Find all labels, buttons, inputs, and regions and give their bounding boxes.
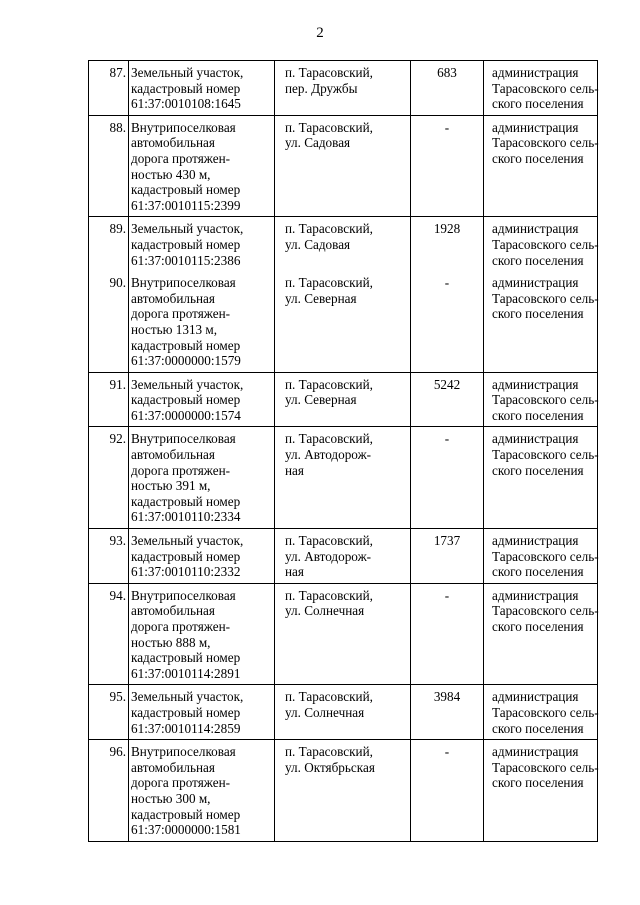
object-name-line: ностью 430 м, bbox=[131, 166, 211, 182]
table-row bbox=[89, 427, 598, 529]
object-name-line: автомобильная bbox=[131, 759, 215, 775]
object-address-line: ная bbox=[285, 564, 304, 580]
object-name-line: Внутрипоселковая bbox=[131, 744, 236, 760]
object-area-cell: - bbox=[411, 583, 484, 685]
object-owner-line: администрация bbox=[492, 119, 579, 135]
object-name-line: Внутрипоселковая bbox=[131, 275, 236, 291]
object-name-line: Внутрипоселковая bbox=[131, 431, 236, 447]
object-area-cell: 1928 bbox=[411, 217, 484, 271]
object-owner-line: ского поселения bbox=[492, 462, 584, 478]
object-owner-line: Тарасовского сель- bbox=[492, 236, 599, 252]
object-address-cell bbox=[275, 529, 411, 584]
object-name-line: автомобильная bbox=[131, 290, 215, 306]
object-address-line: п. Тарасовский, bbox=[285, 533, 373, 549]
object-name-line: 61:37:0000000:1574 bbox=[131, 407, 241, 423]
object-owner-line: ского поселения bbox=[492, 564, 584, 580]
object-name-line: 61:37:0010110:2334 bbox=[131, 509, 241, 525]
object-address-cell bbox=[275, 271, 411, 372]
object-name-line: 61:37:0010114:2859 bbox=[131, 720, 241, 736]
object-address-line: п. Тарасовский, bbox=[285, 65, 373, 80]
object-owner-cell bbox=[484, 583, 598, 685]
object-address-line: ул. Октябрьская bbox=[285, 759, 375, 775]
object-address-cell bbox=[275, 61, 411, 116]
object-name-line: 61:37:0010108:1645 bbox=[131, 96, 241, 112]
object-name-line: кадастровый номер bbox=[131, 80, 241, 96]
object-owner-line: Тарасовского сель- bbox=[492, 603, 599, 619]
object-owner-cell bbox=[484, 115, 598, 217]
object-name-line: 61:37:0000000:1579 bbox=[131, 353, 241, 369]
row-number-cell: 91. bbox=[89, 372, 129, 427]
property-registry-table bbox=[88, 60, 598, 842]
object-name-line: дорога протяжен- bbox=[131, 775, 231, 791]
object-owner-line: администрация bbox=[492, 689, 579, 705]
object-address-line: п. Тарасовский, bbox=[285, 119, 373, 135]
object-owner-line: администрация bbox=[492, 275, 579, 291]
object-owner-line: администрация bbox=[492, 221, 579, 237]
object-name-line: 61:37:0010110:2332 bbox=[131, 564, 241, 580]
object-name-line: ностью 888 м, bbox=[131, 634, 211, 650]
object-owner-line: ского поселения bbox=[492, 775, 584, 791]
table-row bbox=[89, 372, 598, 427]
object-owner-line: администрация bbox=[492, 65, 579, 80]
object-name-line: автомобильная bbox=[131, 447, 215, 463]
row-number-cell: 87. bbox=[89, 61, 129, 116]
object-owner-line: Тарасовского сель- bbox=[492, 759, 599, 775]
object-owner-line: администрация bbox=[492, 431, 579, 447]
object-address-cell bbox=[275, 427, 411, 529]
object-area-cell: 3984 bbox=[411, 685, 484, 740]
object-owner-line: Тарасовского сель- bbox=[492, 135, 599, 151]
object-name-line: Внутрипоселковая bbox=[131, 119, 236, 135]
table-row bbox=[89, 61, 598, 116]
object-address-cell bbox=[275, 217, 411, 271]
registry-body bbox=[89, 61, 598, 842]
object-name-cell bbox=[129, 583, 275, 685]
row-number-cell: 96. bbox=[89, 740, 129, 842]
row-number-cell: 95. bbox=[89, 685, 129, 740]
object-area-cell: - bbox=[411, 427, 484, 529]
object-owner-line: Тарасовского сель- bbox=[492, 548, 599, 564]
object-owner-cell bbox=[484, 61, 598, 116]
object-owner-cell bbox=[484, 685, 598, 740]
object-owner-line: Тарасовского сель- bbox=[492, 447, 599, 463]
table-row bbox=[89, 529, 598, 584]
object-name-line: 61:37:0010115:2399 bbox=[131, 197, 241, 213]
object-name-line: ностью 1313 м, bbox=[131, 321, 218, 337]
object-owner-cell bbox=[484, 740, 598, 842]
table-row bbox=[89, 583, 598, 685]
object-address-line: п. Тарасовский, bbox=[285, 221, 373, 237]
object-name-line: дорога протяжен- bbox=[131, 462, 231, 478]
object-name-cell bbox=[129, 740, 275, 842]
object-name-line: автомобильная bbox=[131, 135, 215, 151]
object-name-cell bbox=[129, 217, 275, 271]
object-name-line: Земельный участок, bbox=[131, 65, 244, 80]
object-name-line: Земельный участок, bbox=[131, 376, 244, 392]
object-address-cell bbox=[275, 583, 411, 685]
object-owner-line: ского поселения bbox=[492, 720, 584, 736]
object-address-cell bbox=[275, 685, 411, 740]
object-owner-cell bbox=[484, 529, 598, 584]
object-address-line: ул. Садовая bbox=[285, 236, 351, 252]
object-address-line: ул. Солнечная bbox=[285, 704, 365, 720]
object-address-line: ул. Автодорож- bbox=[285, 447, 372, 463]
object-name-cell bbox=[129, 427, 275, 529]
object-owner-line: Тарасовского сель- bbox=[492, 704, 599, 720]
object-name-line: Земельный участок, bbox=[131, 533, 244, 549]
object-name-cell bbox=[129, 61, 275, 116]
row-number-cell: 90. bbox=[89, 271, 129, 372]
row-number-cell: 92. bbox=[89, 427, 129, 529]
object-name-line: кадастровый номер bbox=[131, 650, 241, 666]
object-name-line: Внутрипоселковая bbox=[131, 587, 236, 603]
object-name-line: 61:37:0000000:1581 bbox=[131, 822, 241, 838]
object-owner-line: Тарасовского сель- bbox=[492, 392, 599, 408]
object-address-line: п. Тарасовский, bbox=[285, 689, 373, 705]
object-area-cell: - bbox=[411, 271, 484, 372]
object-address-cell bbox=[275, 740, 411, 842]
object-name-line: кадастровый номер bbox=[131, 337, 241, 353]
object-owner-line: администрация bbox=[492, 533, 579, 549]
object-name-line: дорога протяжен- bbox=[131, 619, 231, 634]
object-owner-line: администрация bbox=[492, 744, 579, 760]
object-area-cell: - bbox=[411, 115, 484, 217]
object-owner-line: ского поселения bbox=[492, 619, 584, 634]
object-owner-cell bbox=[484, 271, 598, 372]
object-name-line: дорога протяжен- bbox=[131, 150, 231, 166]
object-address-line: ул. Автодорож- bbox=[285, 548, 372, 564]
object-owner-line: ского поселения bbox=[492, 407, 584, 423]
object-address-line: п. Тарасовский, bbox=[285, 431, 373, 447]
object-address-line: п. Тарасовский, bbox=[285, 275, 373, 291]
object-address-line: ул. Солнечная bbox=[285, 603, 365, 619]
table-row bbox=[89, 115, 598, 217]
row-number-cell: 94. bbox=[89, 583, 129, 685]
object-owner-cell bbox=[484, 372, 598, 427]
object-name-line: Земельный участок, bbox=[131, 221, 244, 237]
object-name-line: кадастровый номер bbox=[131, 806, 241, 822]
object-name-line: кадастровый номер bbox=[131, 236, 241, 252]
object-name-line: кадастровый номер bbox=[131, 704, 241, 720]
object-address-line: п. Тарасовский, bbox=[285, 376, 373, 392]
object-area-cell: 5242 bbox=[411, 372, 484, 427]
object-name-line: ностью 391 м, bbox=[131, 478, 211, 494]
object-owner-line: ского поселения bbox=[492, 306, 584, 322]
object-address-line: п. Тарасовский, bbox=[285, 744, 373, 760]
object-name-line: автомобильная bbox=[131, 603, 215, 619]
object-owner-line: Тарасовского сель- bbox=[492, 290, 599, 306]
object-owner-line: ского поселения bbox=[492, 150, 584, 166]
object-area-cell: 683 bbox=[411, 61, 484, 116]
row-number-cell: 88. bbox=[89, 115, 129, 217]
object-address-cell bbox=[275, 372, 411, 427]
table-row bbox=[89, 271, 598, 372]
object-address-cell bbox=[275, 115, 411, 217]
object-area-cell: 1737 bbox=[411, 529, 484, 584]
object-name-line: ностью 300 м, bbox=[131, 790, 211, 806]
object-owner-line: Тарасовского сель- bbox=[492, 80, 599, 96]
object-name-cell bbox=[129, 529, 275, 584]
object-address-line: ул. Северная bbox=[285, 392, 357, 408]
table-row bbox=[89, 217, 598, 271]
table-row bbox=[89, 740, 598, 842]
object-name-line: кадастровый номер bbox=[131, 392, 241, 408]
object-address-line: пер. Дружбы bbox=[285, 80, 358, 96]
object-name-line: кадастровый номер bbox=[131, 493, 241, 509]
page-number: 2 bbox=[316, 25, 324, 41]
object-name-cell bbox=[129, 115, 275, 217]
object-owner-line: ского поселения bbox=[492, 252, 584, 268]
object-name-line: 61:37:0010114:2891 bbox=[131, 665, 241, 681]
table-row bbox=[89, 685, 598, 740]
object-address-line: ул. Садовая bbox=[285, 135, 351, 151]
row-number-cell: 89. bbox=[89, 217, 129, 271]
object-address-line: ная bbox=[285, 462, 304, 478]
object-owner-line: администрация bbox=[492, 376, 579, 392]
object-owner-line: ского поселения bbox=[492, 96, 584, 112]
object-name-line: Земельный участок, bbox=[131, 689, 244, 705]
object-name-line: дорога протяжен- bbox=[131, 306, 231, 322]
object-name-cell bbox=[129, 271, 275, 372]
row-number-cell: 93. bbox=[89, 529, 129, 584]
object-name-line: кадастровый номер bbox=[131, 182, 241, 198]
object-address-line: ул. Северная bbox=[285, 290, 357, 306]
object-owner-cell bbox=[484, 217, 598, 271]
object-address-line: п. Тарасовский, bbox=[285, 587, 373, 603]
object-name-cell bbox=[129, 685, 275, 740]
object-owner-line: администрация bbox=[492, 587, 579, 603]
object-name-line: кадастровый номер bbox=[131, 548, 241, 564]
object-name-line: 61:37:0010115:2386 bbox=[131, 252, 241, 268]
object-name-cell bbox=[129, 372, 275, 427]
object-owner-cell bbox=[484, 427, 598, 529]
object-area-cell: - bbox=[411, 740, 484, 842]
